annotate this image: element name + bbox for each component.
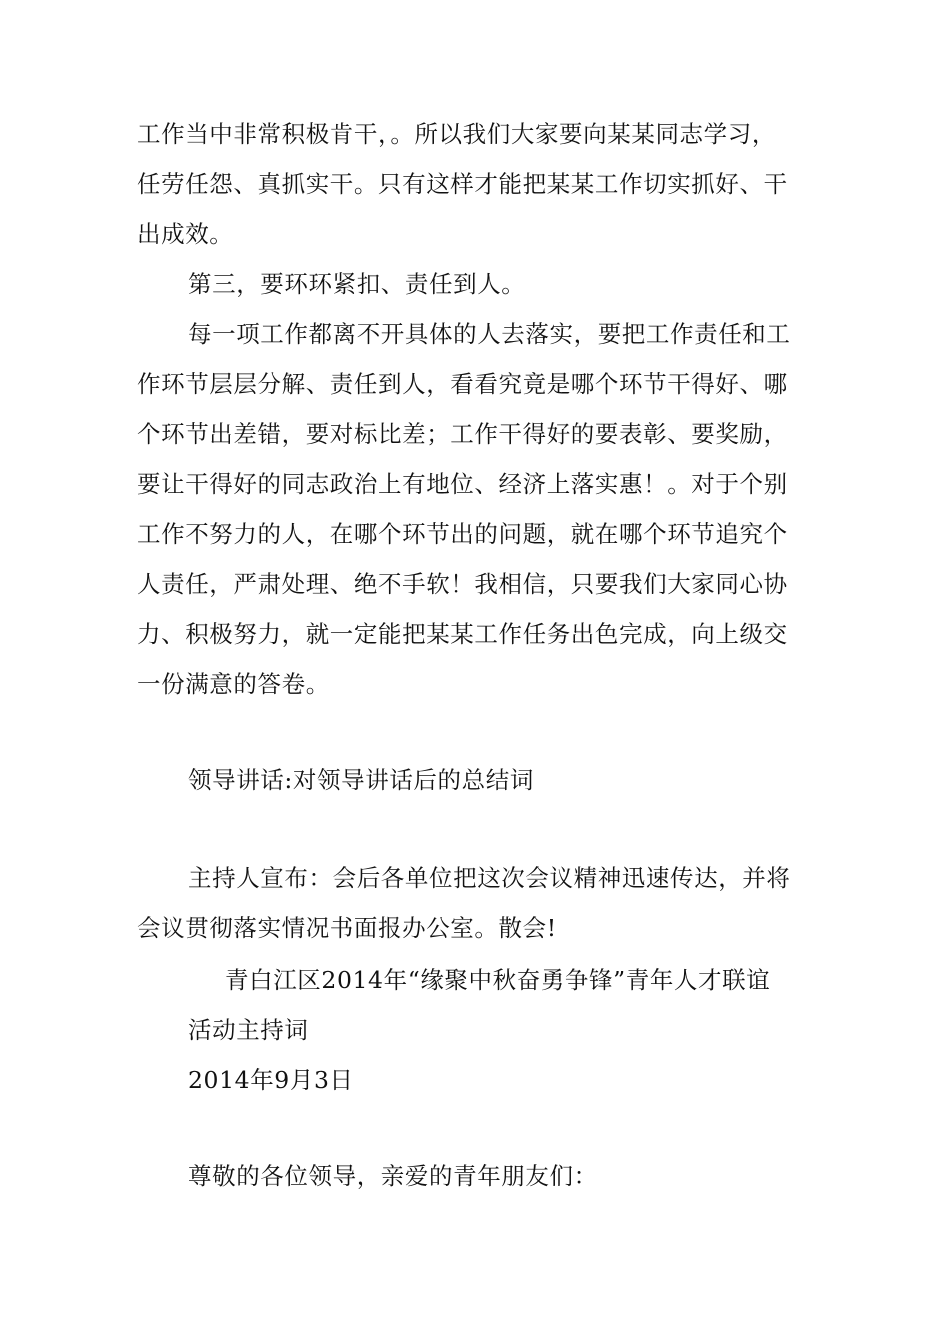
document-title-line: 活动主持词: [188, 1016, 309, 1044]
body-text-line: 人责任，严肃处理、绝不手软！我相信，只要我们大家同心协: [137, 570, 788, 598]
salutation: 尊敬的各位领导，亲爱的青年朋友们：: [188, 1162, 598, 1190]
body-text-line: 出成效。: [137, 220, 234, 248]
body-text-line: 每一项工作都离不开具体的人去落实，要把工作责任和工: [188, 320, 791, 348]
body-text-line: 一份满意的答卷。: [137, 670, 330, 698]
document-date: 2014年9月3日: [188, 1066, 354, 1094]
section-title: 领导讲话:对领导讲话后的总结词: [188, 766, 534, 794]
body-text-line: 任劳任怨、真抓实干。只有这样才能把某某工作切实抓好、干: [137, 170, 788, 198]
body-text-line: 要让干得好的同志政治上有地位、经济上落实惠！。对于个别: [137, 470, 788, 498]
body-text-line: 作环节层层分解、责任到人，看看究竟是哪个环节干得好、哪: [137, 370, 788, 398]
body-text-line: 工作当中非常积极肯干，。所以我们大家要向某某同志学习，: [137, 120, 776, 148]
body-text-line: 个环节出差错，要对标比差；工作干得好的要表彰、要奖励，: [137, 420, 788, 448]
section-heading: 第三，要环环紧扣、责任到人。: [188, 270, 526, 298]
document-title-line: 青白江区2014年“缘聚中秋奋勇争锋”青年人才联谊: [225, 966, 771, 994]
body-text-line: 工作不努力的人，在哪个环节出的问题，就在哪个环节追究个: [137, 520, 788, 548]
body-text-line: 会议贯彻落实情况书面报办公室。散会!: [137, 914, 557, 942]
body-text-line: 力、积极努力，就一定能把某某工作任务出色完成，向上级交: [137, 620, 788, 648]
body-text-line: 主持人宣布：会后各单位把这次会议精神迅速传达，并将: [188, 864, 791, 892]
